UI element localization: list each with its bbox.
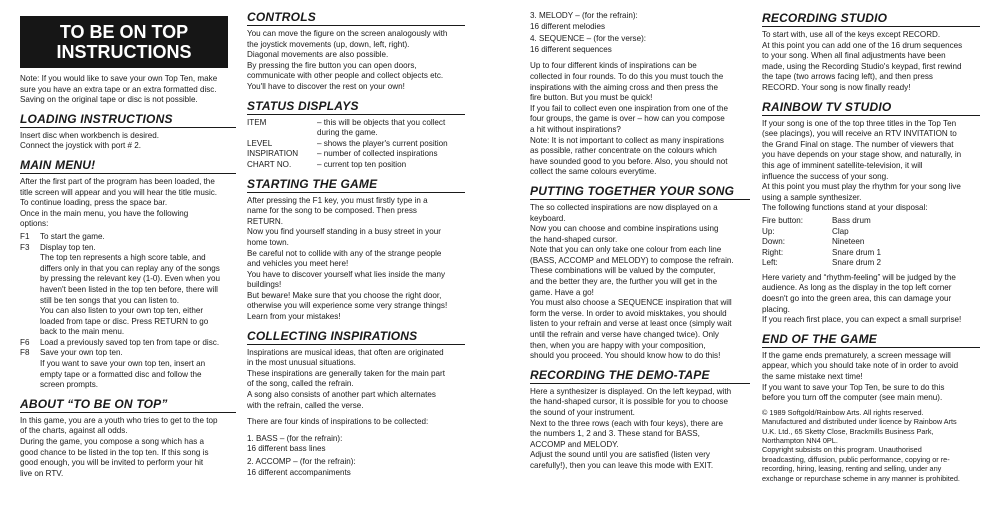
heading-main-menu: MAIN MENU!	[20, 158, 236, 174]
heading-about: ABOUT “TO BE ON TOP”	[20, 397, 236, 413]
heading-end: END OF THE GAME	[762, 332, 980, 348]
starting-text: After pressing the F1 key, you must firstly type in a name for the song to be composed. Then press RETURN. Now you find yourself standing in a busy street in your home town. Be careful not to collide with any of the strange people and vehicles you meet here! You have to discover yourself what lies inside the many buildings! But beware! Make sure that you choose the right door, otherwise you will experience some very strange things! Learn from your mistakes!	[247, 195, 448, 322]
rainbow-after: Here variety and “rhythm-feeling” will be judged by the audience. As long as the display in the top left corner doesn't go into the green area, this can damage your placing. If you reach first place, you can expect a small surprise!	[762, 272, 962, 325]
heading-putting: PUTTING TOGETHER YOUR SONG	[530, 184, 750, 200]
collecting-text: Inspirations are musical ideas, that often are originated in the most unusual situations. These inspirations are generally taken for the main part of the song, called the refrain. A song also consists of another part which alternates with the refrain, called the verse.	[247, 347, 445, 410]
status-text: – this will be objects that you collect during the game.	[317, 117, 446, 138]
title-box	[20, 16, 228, 68]
option-text: To start the game.	[40, 231, 105, 241]
option-text: Load a previously saved top ten from tape or disc.	[40, 337, 220, 347]
about-text: In this game, you are a youth who tries to get to the top of the charts, against all odds. During the game, you compose a song which has a good chance to be listed in the top ten. If this song is good enough, you will be invited to perform your hit live on RTV.	[20, 415, 218, 478]
heading-controls: CONTROLS	[247, 10, 465, 26]
status-text: – number of collected inspirations	[317, 149, 438, 159]
title-line-2: INSTRUCTIONS	[56, 42, 192, 62]
status-key: INSPIRATION	[247, 149, 299, 159]
loading-text: Insert disc when workbench is desired. Connect the joystick with port # 2.	[20, 130, 160, 151]
copyright-notice: © 1989 Softgold/Rainbow Arts. All rights reserved. Manufactured and distributed under licence by Rainbow Arts U.K. Ltd., 65 Sketty Close, Brackmills Business Park, Northampton NN4 0PL. Copyright subsists on this program. Unauthorised broadcasting, diffusion, public performance, copying or re- recording, hiring, leasing, renting and selling, under any exchange or repurchase scheme in any manner is prohibited.	[762, 407, 960, 483]
function-value: Bass drum	[832, 215, 871, 225]
column-2	[247, 10, 465, 515]
controls-text: You can move the figure on the screen analogously with the joystick movements (up, down, left, right). Diagonal movements are also possible. By pressing the fire button you can open doors, communicate with other people and collect objects etc. You'll have to discover the rest on your own!	[247, 29, 448, 91]
kind-3-desc: 16 different melodies	[530, 21, 605, 31]
function-key: Down:	[762, 237, 785, 247]
function-key: Left:	[762, 258, 778, 268]
status-list	[247, 118, 465, 171]
heading-starting: STARTING THE GAME	[247, 177, 465, 193]
kind-1-desc: 16 different bass lines	[247, 444, 326, 454]
kind-4-title: 4. SEQUENCE – (for the verse):	[530, 34, 647, 44]
function-key: Up:	[762, 226, 775, 236]
heading-demo: RECORDING THE DEMO-TAPE	[530, 368, 750, 384]
function-key: Fire button:	[762, 215, 803, 225]
column-3	[530, 11, 750, 516]
option-key: F1	[20, 231, 30, 241]
function-value: Snare drum 1	[832, 247, 882, 257]
kinds-intro: There are four kinds of inspirations to be collected:	[247, 417, 429, 427]
function-value: Nineteen	[832, 237, 865, 247]
option-text: Save your own top ten. If you want to save your own top ten, insert an empty tape or a formatted disc and follow the screen prompts.	[40, 348, 206, 390]
status-key: ITEM	[247, 117, 267, 127]
kind-4-desc: 16 different sequences	[530, 44, 612, 54]
title-line-1: TO BE ON TOP	[59, 22, 189, 42]
studio-text: To start with, use all of the keys except RECORD. At this point you can add one of the 16 drum sequences to your song. When all final adjustments have been made, using the Recording Studio's keypad, first rewind the tape (two arrows facing left), and then press RECORD. Your song is now finally ready!	[762, 30, 963, 92]
heading-collecting: COLLECTING INSPIRATIONS	[247, 329, 465, 345]
menu-options	[20, 232, 236, 391]
demo-text: Here a synthesizer is displayed. On the left keypad, with the hand-shaped cursor, it is possible for you to choose the sound of your instrument. Next to the three rows (each with four keys), there are the numbers 1, 2 and 3. These stand for BASS, ACCOMP and MELODY. Adjust the sound until you are satisfied (listen very carefully!), then you can leave this mode with EXIT.	[530, 386, 732, 470]
kind-2-title: 2. ACCOMP – (for the refrain):	[247, 457, 356, 466]
option-key: F8	[20, 348, 30, 358]
status-key: LEVEL	[247, 138, 273, 148]
function-value: Clap	[832, 226, 849, 236]
kind-1-title: 1. BASS – (for the refrain):	[247, 433, 343, 443]
function-key: Right:	[762, 247, 784, 257]
heading-rainbow: RAINBOW TV STUDIO	[762, 100, 980, 116]
rainbow-text: If your song is one of the top three titles in the Top Ten (see placings), you will receive an RTV INVITATION to the Grand Final on stage. The number of viewers that you have depends on your stage show, and naturally, in this age of imminent satellite-television, it will influence the success of your song. At this point you must play the rhythm for your song live using a sample synthesizer. The following functions stand at your disposal:	[762, 118, 962, 213]
function-value: Snare drum 2	[832, 258, 882, 268]
kind-3-title: 3. MELODY – (for the refrain):	[530, 11, 638, 20]
heading-studio: RECORDING STUDIO	[762, 11, 980, 27]
function-list	[762, 216, 980, 269]
main-menu-intro: After the first part of the program has been loaded, the title screen will appear and you will hear the title music. To continue loading, press the space bar. Once in the main menu, you have the following options:	[20, 176, 218, 229]
heading-loading: LOADING INSTRUCTIONS	[20, 112, 236, 128]
option-key: F6	[20, 337, 30, 347]
status-text: – shows the player's current position	[317, 138, 448, 148]
collecting-after: Up to four different kinds of inspirations can be collected in four rounds. To do this you must touch the inspirations with the aiming cross and then press the fire button. But you must be quick! If you fail to collect even one inspiration from one of the four groups, the game is over – how can you compose a hit without inspirations? Note: It is not important to collect as many inspirations as possible, rather concentrate on the colours which have sounded good to you before. Also, you should not collect the same colours everytime.	[530, 61, 728, 177]
save-note: Note: If you would like to save your own Top Ten, make sure you have an extra tape or an extra formatted disc. Saving on the original tape or disc is not possible.	[20, 74, 218, 105]
status-key: CHART NO.	[247, 159, 292, 169]
status-text: – current top ten position	[317, 159, 407, 169]
heading-status: STATUS DISPLAYS	[247, 99, 465, 115]
column-1	[20, 16, 236, 521]
kind-2-desc: 16 different accompaniments	[247, 467, 351, 477]
putting-text: The so collected inspirations are now displayed on a keyboard. Now you can choose and combine inspirations using the hand-shaped cursor. Note that you can only take one colour from each line (BASS, ACCOMP and MELODY) to compose the refrain. These combinations will be valued by the computer, and the better they are, the further you will get in the game. Have a go! You must also choose a SEQUENCE inspiration that will form the verse. In order to avoid misktakes, you should listen to your refrain and verse at least once (simply wait until the refrain and verse have changed twice). Only then, when you are happy with your composition, should you proceed. You should know how to do this!	[530, 202, 734, 361]
option-key: F3	[20, 242, 30, 252]
column-4	[762, 11, 980, 516]
option-text: Display top ten. The top ten represents a high score table, and differs only in that you can replay any of the songs by pressing the relevant key (1-0). Even when you haven't been listed in the top ten before, there will still be ten songs that you can listen to. You can also listen to your own top ten, either loaded from tape or disc. Press RETURN to go back to the main menu.	[40, 242, 220, 337]
end-text: If the game ends prematurely, a screen message will appear, which you should take note of in order to avoid the same mistake next time! If you want to save your Top Ten, be sure to do this before you turn off the computer (see main menu).	[762, 350, 959, 403]
